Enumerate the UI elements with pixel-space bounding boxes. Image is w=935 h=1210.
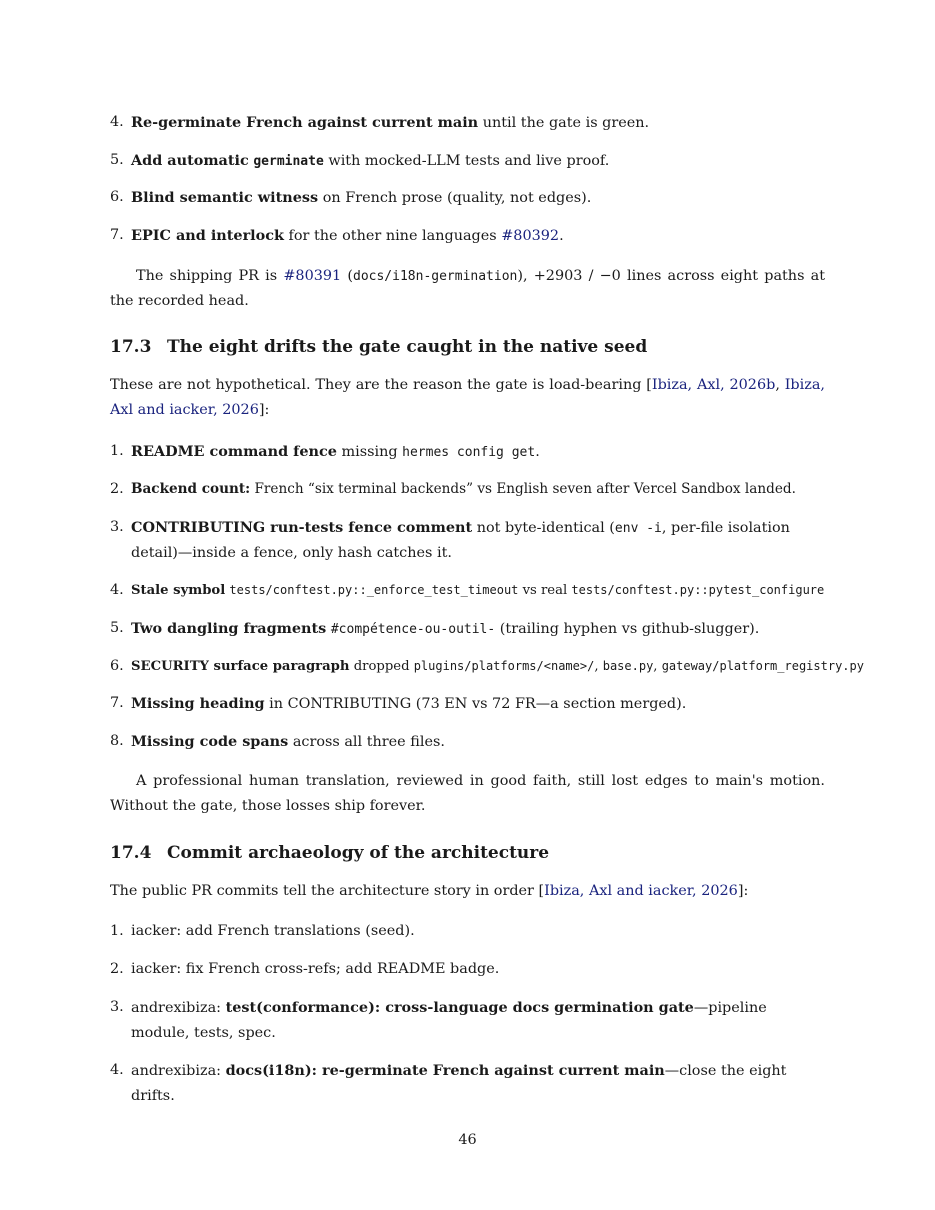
body-paragraph: A professional human translation, reviewed in good faith, still lost edges to main's motion. Without the gate, those losses ship forever. bbox=[110, 773, 825, 814]
list-item: 4. Re-germinate French against current main until the gate is green. bbox=[110, 114, 650, 131]
list-item: 6. SECURITY surface paragraph dropped plugins/platforms/<name>/, base.py, gateway/platform_registry.py bbox=[110, 658, 864, 674]
list-item: 3. CONTRIBUTING run-tests fence comment not byte-identical (env -i, per-file isolation detail)—inside a fence, only hash catches it. bbox=[110, 519, 790, 561]
list-item: 1. README command fence missing hermes config get. bbox=[110, 443, 540, 460]
citation-link[interactable]: Ibiza, Axl and iacker, 2026 bbox=[110, 377, 825, 418]
list-item: 4. andrexibiza: docs(i18n): re-germinate French against current main—close the eight drifts. bbox=[110, 1062, 787, 1104]
shipping-paragraph: The shipping PR is #80391 (docs/i18n-germination), +2903 / −0 lines across eight paths at the recorded head. bbox=[110, 268, 825, 309]
list-item: 2. iacker: fix French cross-refs; add README badge. bbox=[110, 961, 500, 977]
section-intro-paragraph: These are not hypothetical. They are the reason the gate is load-bearing [Ibiza, Axl, 2026b, Ibiza, Axl and iacker, 2026]: bbox=[110, 377, 825, 418]
pr-link[interactable]: #80391 bbox=[283, 268, 342, 284]
list-item: 5. Add automatic germinate with mocked-LLM tests and live proof. bbox=[110, 152, 610, 169]
list-item: 6. Blind semantic witness on French prose (quality, not edges). bbox=[110, 189, 592, 206]
list-item: 7. EPIC and interlock for the other nine languages #80392. bbox=[110, 227, 564, 244]
list-item: 4. Stale symbol tests/conftest.py::_enforce_test_timeout vs real tests/conftest.py::pytest_configure bbox=[110, 582, 825, 598]
list-item: 7. Missing heading in CONTRIBUTING (73 EN vs 72 FR—a section merged). bbox=[110, 695, 687, 712]
list-item: 2. Backend count: French “six terminal backends” vs English seven after Vercel Sandbox landed. bbox=[110, 481, 796, 497]
list-item: 3. andrexibiza: test(conformance): cross-language docs germination gate—pipeline module, tests, spec. bbox=[110, 999, 767, 1041]
list-item: 1. iacker: add French translations (seed). bbox=[110, 923, 415, 939]
list-item: 5. Two dangling fragments #compétence-ou-outil- (trailing hyphen vs github-slugger). bbox=[110, 620, 760, 637]
citation-link[interactable]: Ibiza, Axl and iacker, 2026 bbox=[544, 883, 738, 899]
section-heading: 17.3 The eight drifts the gate caught in the native seed bbox=[110, 337, 648, 357]
page-number: 46 bbox=[458, 1132, 477, 1148]
list-item: 8. Missing code spans across all three files. bbox=[110, 733, 445, 750]
section-intro-paragraph: The public PR commits tell the architecture story in order [Ibiza, Axl and iacker, 2026]: bbox=[110, 883, 749, 899]
pr-link[interactable]: #80392 bbox=[501, 228, 560, 244]
section-heading: 17.4 Commit archaeology of the architecture bbox=[110, 843, 550, 863]
citation-link[interactable]: Ibiza, Axl, 2026b bbox=[651, 377, 776, 393]
